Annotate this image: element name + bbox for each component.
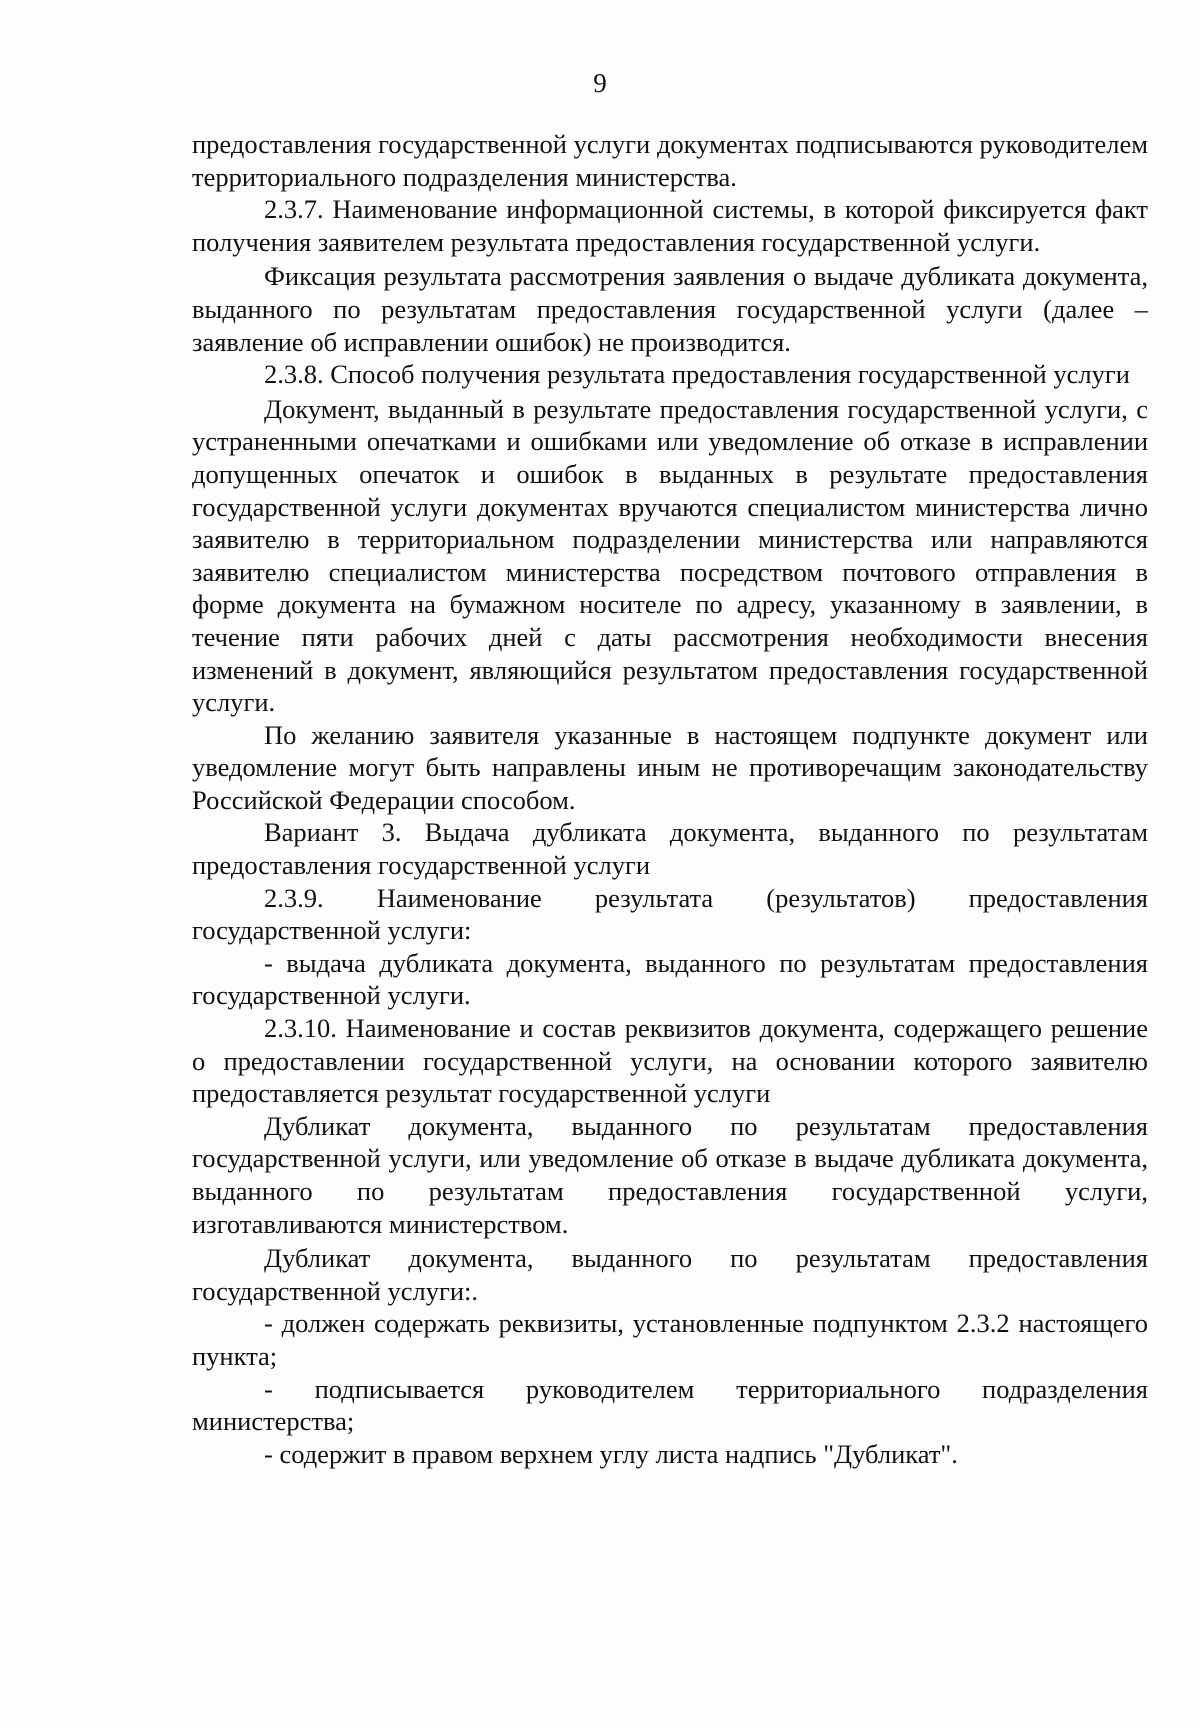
page-number: 9 [593, 68, 607, 98]
paragraph-2-3-9-heading: 2.3.9. Наименование результата (результатов) предоставления государственной услуги: [192, 882, 1148, 946]
paragraph-2-3-10-heading: 2.3.10. Наименование и состав реквизитов документа, содержащего решение о предоставлении государственной услуги, на основании которого заявителю предоставляется результат государственной услуги [192, 1013, 1148, 1109]
paragraph-2-3-7-heading: 2.3.7. Наименование информационной системы, в которой фиксируется факт получения заявителем результата предоставления государственной услуги. [192, 194, 1148, 257]
paragraph-duplicate-requirements: Дубликат документа, выданного по результатам предоставления государственной услуги:. [192, 1243, 1148, 1306]
paragraph-result-item: - выдача дубликата документа, выданного по результатам предоставления государственной услуги. [192, 947, 1148, 1011]
list-item-requisites: - должен содержать реквизиты, установленные подпунктом 2.3.2 настоящего пункта; [192, 1308, 1148, 1371]
paragraph-continuation: предоставления государственной услуги документах подписываются руководителем территориального подразделения министерства. [192, 129, 1148, 192]
paragraph-2-3-8-heading: 2.3.8. Способ получения результата предоставления государственной услуги [264, 359, 1130, 390]
list-item-signed: - подписывается руководителем территориального подразделения министерства; [192, 1373, 1148, 1437]
paragraph-variant-3: Вариант 3. Выдача дубликата документа, выданного по результатам предоставления государственной услуги [192, 817, 1148, 881]
paragraph-duplicate-made: Дубликат документа, выданного по результатам предоставления государственной услуги, или уведомление об отказе в выдаче дубликата документа, выданного по результатам предоставления государственной услуги, изготавливаются министерством. [192, 1110, 1148, 1239]
paragraph-document-delivery: Документ, выданный в результате предоставления государственной услуги, с устраненными опечатками и ошибками или уведомление об отказе в исправлении допущенных опечаток и ошибок в выданных в результате предоставления государственной услуги документах вручаются специалистом министерства лично заявителю в территориальном подразделении министерства или направляются заявителю специалистом министерства посредством почтового отправления в форме документа на бумажном носителе по адресу, указанному в заявлении, в течение пяти рабочих дней с даты рассмотрения необходимости внесения изменений в документ, являющийся результатом предоставления государственной услуги. [192, 393, 1148, 718]
paragraph-fixation: Фиксация результата рассмотрения заявления о выдаче дубликата документа, выданного по результатам предоставления государственной услуги (далее – заявление об исправлении ошибок) не производится. [192, 261, 1148, 357]
paragraph-applicant-wish: По желанию заявителя указанные в настоящем подпункте документ или уведомление могут быть направлены иным не противоречащим законодательству Российской Федерации способом. [192, 719, 1148, 815]
list-item-inscription: - содержит в правом верхнем углу листа надпись "Дубликат". [264, 1438, 958, 1469]
document-body [192, 128, 1148, 1470]
